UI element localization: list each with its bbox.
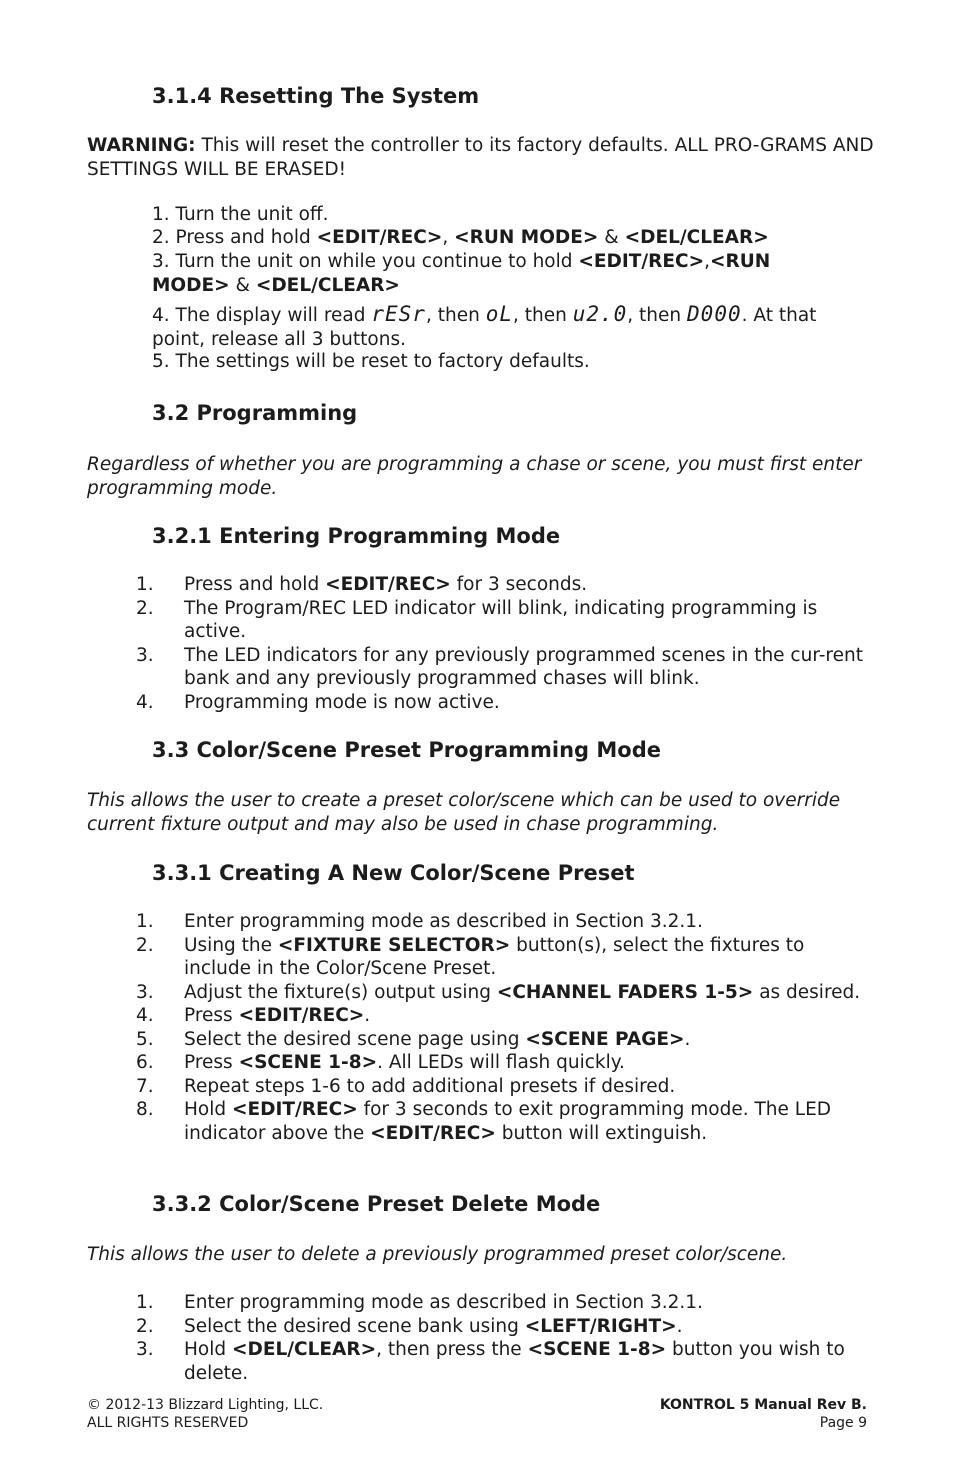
section-heading-3-1-4: 3.1.4 Resetting The System <box>152 84 480 108</box>
reset-step-2: 2. Press and hold <EDIT/REC>, <RUN MODE> & <DEL/CLEAR> <box>152 227 769 248</box>
footer-page-number: Page 9 <box>819 1415 867 1431</box>
list-item: 1. Enter programming mode as described in Section 3.2.1. <box>136 1292 703 1313</box>
list-item: 6. Press <SCENE 1-8>. All LEDs will flash quickly. <box>136 1052 625 1073</box>
reset-step-3: 3. Turn the unit on while you continue to hold <EDIT/REC>,<RUN MODE> & <DEL/CLEAR> <box>152 251 771 296</box>
footer-right <box>660 1396 867 1432</box>
section-heading-3-3: 3.3 Color/Scene Preset Programming Mode <box>152 738 661 762</box>
list-item: 8. Hold <EDIT/REC> for 3 seconds to exit programming mode. The LED indicator above the <EDIT/REC> button will extinguish. <box>136 1099 832 1144</box>
reset-step-5: 5. The settings will be reset to factory defaults. <box>152 351 590 372</box>
list-item: 3. Adjust the fixture(s) output using <CHANNEL FADERS 1-5> as desired. <box>136 981 861 1003</box>
list-item: 4. Press <EDIT/REC>. <box>136 1005 371 1026</box>
section-heading-3-2-1: 3.2.1 Entering Programming Mode <box>152 524 561 548</box>
list-item: 2. Using the <FIXTURE SELECTOR> button(s), select the fixtures to include in the Color/Scene Preset. <box>136 934 805 979</box>
delete-preset-intro: This allows the user to delete a previously programmed preset color/scene. <box>87 1244 788 1265</box>
reset-step-4: 4. The display will read rESr, then oL, then u2.0, then D000. At that point, release all 3 buttons. <box>152 302 817 350</box>
list-item: 1. Press and hold <EDIT/REC> for 3 seconds. <box>136 574 588 595</box>
delete-preset-steps <box>136 1291 866 1385</box>
list-item: 5. Select the desired scene page using <SCENE PAGE>. <box>136 1028 691 1050</box>
section-heading-3-3-2: 3.3.2 Color/Scene Preset Delete Mode <box>152 1192 601 1216</box>
footer-manual-title: KONTROL 5 Manual Rev B. <box>659 1397 867 1413</box>
preset-intro: This allows the user to create a preset color/scene which can be used to override current fixture output and may also be used in chase programming. <box>87 790 841 835</box>
entering-programming-steps <box>136 573 866 714</box>
footer-rights: ALL RIGHTS RESERVED <box>87 1415 249 1431</box>
display-readout-version: u2.0 <box>572 302 628 326</box>
display-readout-res: rESr <box>371 302 426 326</box>
list-item: 3. Hold <DEL/CLEAR>, then press the <SCENE 1-8> button you wish to delete. <box>136 1339 845 1384</box>
footer-left <box>87 1396 323 1432</box>
display-readout-ol: oL <box>485 302 513 326</box>
list-item: 2. The Program/REC LED indicator will blink, indicating programming is active. <box>136 597 818 642</box>
list-item: 4. Programming mode is now active. <box>136 691 500 713</box>
list-item: 2. Select the desired scene bank using <LEFT/RIGHT>. <box>136 1315 683 1337</box>
list-item: 1. Enter programming mode as described in Section 3.2.1. <box>136 911 703 932</box>
programming-intro: Regardless of whether you are programming a chase or scene, you must first enter programming mode. <box>87 454 862 499</box>
section-heading-3-3-1: 3.3.1 Creating A New Color/Scene Preset <box>152 861 635 885</box>
list-item: 3. The LED indicators for any previously programmed scenes in the cur-rent bank and any previously programmed chases will blink. <box>136 644 863 689</box>
footer-copyright: © 2012-13 Blizzard Lighting, LLC. <box>87 1397 324 1413</box>
display-readout-d000: D000 <box>687 302 742 326</box>
create-preset-steps <box>136 910 866 1145</box>
list-item: 7. Repeat steps 1-6 to add additional presets if desired. <box>136 1075 676 1097</box>
warning-paragraph: WARNING: This will reset the controller to its factory defaults. ALL PRO-GRAMS AND SETTINGS WILL BE ERASED! <box>87 135 874 180</box>
warning-label: WARNING: <box>87 135 196 156</box>
section-heading-3-2: 3.2 Programming <box>152 401 358 425</box>
reset-step-1: 1. Turn the unit off. <box>152 204 329 225</box>
